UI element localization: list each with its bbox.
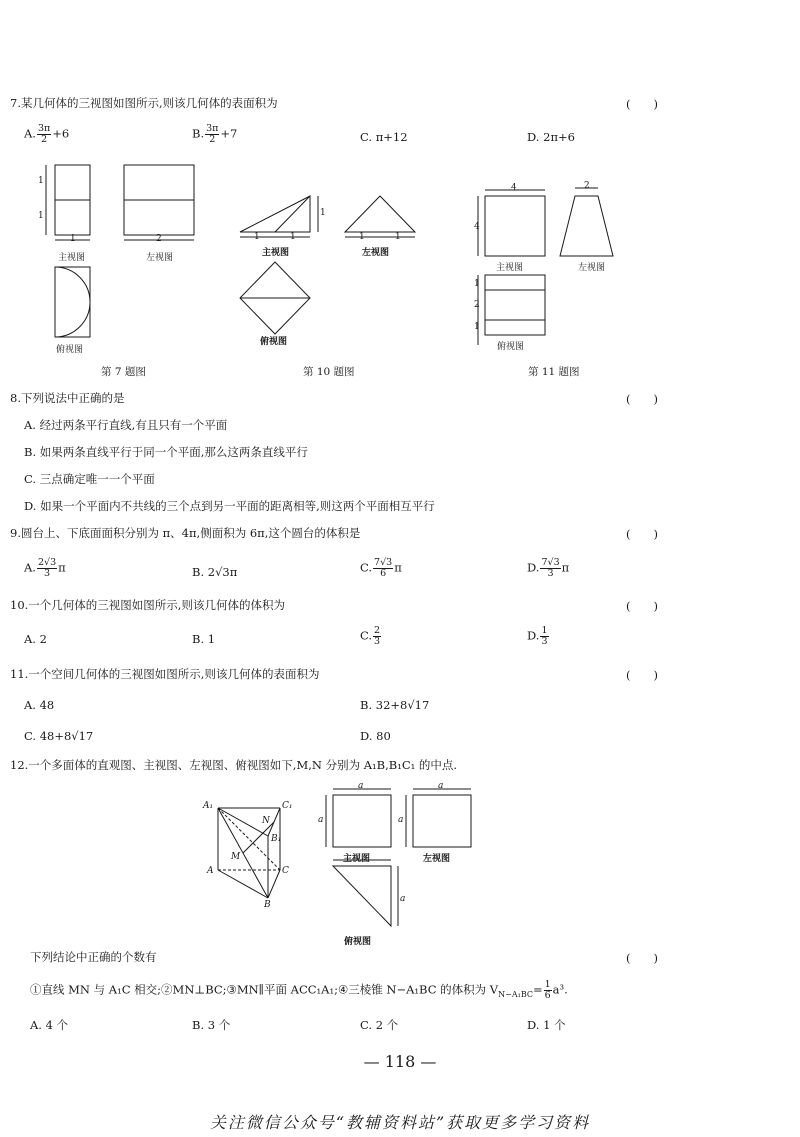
f10-dim-5: 1 bbox=[395, 232, 401, 242]
f7-label-side: 左视图 bbox=[146, 253, 174, 263]
q10-option-d: D. $\frac{1}{3}$ bbox=[527, 625, 548, 647]
q8-option-c: C. 三点确定唯一一个平面 bbox=[24, 472, 155, 486]
f11-dim-r1: 1 bbox=[474, 279, 480, 289]
q10-option-b: B. 1 bbox=[192, 632, 216, 646]
q12-conditions: ①直线 MN 与 A₁C 相交;②MN⊥BC;③MN∥平面 ACC₁A₁;④三棱锥 N−A₁BC 的体积为 $V_{N-A_1BC}=$ $\frac{1}{6}$ a³. bbox=[30, 979, 568, 1001]
q11-stem: 11.一个空间几何体的三视图如图所示,则该几何体的表面积为 bbox=[10, 667, 320, 681]
q12-label-front: 主视图 bbox=[343, 854, 371, 864]
q11-paren: ( ) bbox=[626, 668, 658, 682]
q9-option-a: A. $\frac{2√3}{3}$ π bbox=[24, 557, 66, 579]
q12-label-side: 左视图 bbox=[423, 854, 451, 864]
caption-fig10: 第 10 题图 bbox=[303, 366, 355, 378]
f10-dim-3: 1 bbox=[320, 208, 326, 218]
q10-stem: 10.一个几何体的三视图如图所示,则该几何体的体积为 bbox=[10, 598, 285, 612]
q7-option-b: B. $\frac{3\pi}{2}$ +7 bbox=[192, 123, 238, 145]
caption-fig7: 第 7 题图 bbox=[101, 366, 146, 378]
footer-notice: 关注微信公众号“教辅资料站”获取更多学习资料 bbox=[209, 1113, 591, 1132]
q9-option-b: B. 2√3π bbox=[192, 565, 238, 579]
f11-front-view bbox=[485, 196, 545, 256]
q7-option-d: D. 2π+6 bbox=[527, 130, 575, 144]
q12-label-N: N bbox=[262, 816, 270, 826]
q7-stem: 7.某几何体的三视图如图所示,则该几何体的表面积为 bbox=[10, 96, 278, 110]
q12-solid bbox=[218, 808, 280, 898]
q12-sub: 下列结论中正确的个数有 bbox=[30, 950, 157, 964]
f11-dim-trap: 2 bbox=[584, 181, 590, 191]
q10-option-a: A. 2 bbox=[24, 632, 47, 646]
f11-label-side: 左视图 bbox=[578, 263, 606, 273]
f7-dim-2: 2 bbox=[156, 234, 162, 244]
f11-dim-side: 4 bbox=[474, 222, 480, 232]
q12-dim-a2: a bbox=[318, 815, 324, 825]
f10-label-top: 俯视图 bbox=[260, 337, 288, 347]
f11-label-top: 俯视图 bbox=[497, 342, 525, 352]
q12-option-c: C. 2 个 bbox=[360, 1018, 399, 1032]
q9-stem: 9.圆台上、下底面面积分别为 π、4π,侧面积为 6π,这个圆台的体积是 bbox=[10, 526, 361, 540]
q12-stem: 12.一个多面体的直观图、主视图、左视图、俯视图如下,M,N 分别为 A₁B,B₁C₁ 的中点. bbox=[10, 758, 458, 772]
f7-dim-1a: 1 bbox=[38, 176, 44, 186]
q12-dim-a3: a bbox=[438, 781, 444, 791]
q12-option-b: B. 3 个 bbox=[192, 1018, 231, 1032]
f10-side-view bbox=[345, 196, 415, 232]
q8-option-a: A. 经过两条平行直线,有且只有一个平面 bbox=[24, 418, 228, 432]
q8-paren: ( ) bbox=[626, 392, 658, 406]
q12-side-view bbox=[413, 795, 471, 847]
q10-option-c: C. $\frac{2}{3}$ bbox=[360, 625, 381, 647]
f7-label-front: 主视图 bbox=[58, 253, 86, 263]
q12-dim-a5: a bbox=[400, 894, 406, 904]
caption-fig11: 第 11 题图 bbox=[528, 366, 580, 378]
q12-label-B1: B₁ bbox=[271, 834, 282, 844]
q11-option-c: C. 48+8√17 bbox=[24, 729, 94, 743]
q12-label-M: M bbox=[231, 852, 241, 862]
q8-option-b: B. 如果两条直线平行于同一个平面,那么这两条直线平行 bbox=[24, 445, 308, 459]
f10-dim-2: 1 bbox=[290, 232, 296, 242]
f10-label-side: 左视图 bbox=[362, 248, 390, 258]
q12-option-d: D. 1 个 bbox=[527, 1018, 566, 1032]
q12-label-C: C bbox=[282, 866, 289, 876]
f7-top-view bbox=[55, 267, 90, 337]
q9-option-c: C. $\frac{7√3}{6}$ π bbox=[360, 557, 402, 579]
q12-option-a: A. 4 个 bbox=[30, 1018, 69, 1032]
q12-front-view bbox=[333, 795, 391, 847]
f11-label-front: 主视图 bbox=[496, 263, 524, 273]
f11-dim-r3: 1 bbox=[474, 322, 480, 332]
f10-front-view bbox=[240, 196, 310, 232]
f7-dim-1b: 1 bbox=[38, 211, 44, 221]
q7-option-c: C. π+12 bbox=[360, 130, 408, 144]
f11-top-view bbox=[485, 275, 545, 335]
q8-stem: 8.下列说法中正确的是 bbox=[10, 391, 125, 405]
q12-top-view bbox=[333, 866, 391, 926]
q9-option-d: D. $\frac{7√3}{3}$ π bbox=[527, 557, 570, 579]
q7-option-a: A. $\frac{3\pi}{2}$ +6 bbox=[24, 123, 70, 145]
f7-label-top: 俯视图 bbox=[56, 345, 84, 355]
q10-paren: ( ) bbox=[626, 599, 658, 613]
q12-label-A1: A₁ bbox=[203, 801, 214, 811]
q12-dim-a1: a bbox=[358, 781, 364, 791]
f11-dim-r2: 2 bbox=[474, 300, 480, 310]
q7-paren: ( ) bbox=[626, 97, 658, 111]
f11-side-view bbox=[560, 196, 613, 256]
f10-dim-1: 1 bbox=[254, 232, 260, 242]
q12-paren: ( ) bbox=[626, 951, 658, 965]
q11-option-d: D. 80 bbox=[360, 729, 391, 743]
q11-option-a: A. 48 bbox=[24, 698, 55, 712]
q12-label-A: A bbox=[207, 866, 214, 876]
f10-label-front: 主视图 bbox=[262, 248, 290, 258]
q8-option-d: D. 如果一个平面内不共线的三个点到另一平面的距离相等,则这两个平面相互平行 bbox=[24, 499, 435, 513]
q11-option-b: B. 32+8√17 bbox=[360, 698, 430, 712]
page-number: — 118 — bbox=[363, 1052, 437, 1071]
f10-dim-4: 1 bbox=[359, 232, 365, 242]
f11-dim-top: 4 bbox=[511, 183, 517, 193]
q12-dim-a4: a bbox=[398, 815, 404, 825]
q12-label-top: 俯视图 bbox=[344, 937, 372, 947]
q9-paren: ( ) bbox=[626, 527, 658, 541]
f7-dim-w: 1 bbox=[70, 234, 76, 244]
q12-label-B: B bbox=[264, 900, 271, 910]
q12-label-C1: C₁ bbox=[282, 801, 293, 811]
